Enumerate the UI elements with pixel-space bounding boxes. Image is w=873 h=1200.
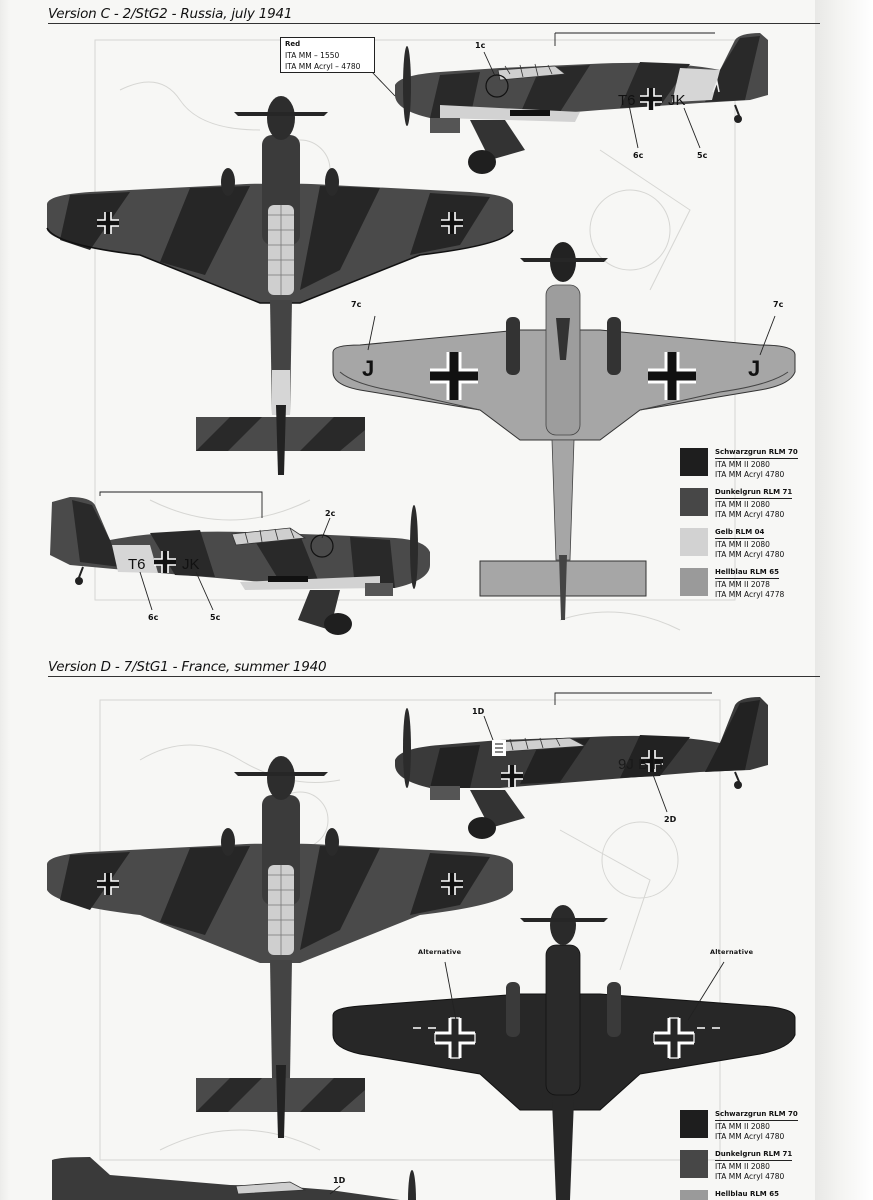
red-paint-box xyxy=(280,37,375,73)
legend-line-1: ITA MM II 2080 xyxy=(715,1122,770,1132)
legend-name: Gelb RLM 04 xyxy=(715,528,764,539)
swatch-rlm65 xyxy=(680,568,708,596)
legend-line-2: ITA MM Acryl 4780 xyxy=(715,549,785,559)
legend-line-1: ITA MM II 2080 xyxy=(715,540,770,550)
side-code-d: 9J B H xyxy=(618,756,664,773)
legend-line-2: ITA MM Acryl 4780 xyxy=(715,1131,785,1141)
callout-1d-bottom: 1D xyxy=(333,1176,346,1185)
section-title-version-c: Version C - 2/StG2 - Russia, july 1941 xyxy=(48,6,293,22)
swatch-rlm65-d xyxy=(680,1190,708,1200)
legend-line-2: ITA MM Acryl 4780 xyxy=(715,509,785,519)
side-code-jk: JK xyxy=(668,92,686,109)
red-paint-line-2: ITA MM Acryl – 4780 xyxy=(285,62,361,71)
aircraft-side-view-c-left xyxy=(50,497,430,635)
callout-1c: 1c xyxy=(475,41,486,50)
callout-1d: 1D xyxy=(472,707,485,716)
aircraft-side-view-c-right xyxy=(395,33,768,174)
swatch-rlm70-d xyxy=(680,1110,708,1138)
legend-line-2: ITA MM Acryl 4780 xyxy=(715,469,785,479)
callout-5c-left: 5c xyxy=(210,613,221,622)
legend-line-1: ITA MM II 2080 xyxy=(715,500,770,510)
legend-line-1: ITA MM II 2080 xyxy=(715,460,770,470)
legend-line-2: ITA MM Acryl 4778 xyxy=(715,589,785,599)
callout-alternative-left: Alternative xyxy=(418,948,462,956)
callout-6c: 6c xyxy=(633,151,644,160)
callout-2c: 2c xyxy=(325,509,336,518)
legend-name: Schwarzgrun RLM 70 xyxy=(715,448,798,459)
callout-7c-right: 7c xyxy=(773,300,784,309)
legend-name: Hellblau RLM 65 xyxy=(715,568,779,579)
callout-6c-left: 6c xyxy=(148,613,159,622)
side-code-t6-left: T6 xyxy=(128,556,146,573)
swatch-rlm71 xyxy=(680,488,708,516)
aircraft-side-view-d-left-partial xyxy=(52,1157,416,1200)
aircraft-top-view-c xyxy=(47,96,513,475)
legend-name: Schwarzgrun RLM 70 xyxy=(715,1110,798,1121)
swatch-rlm04 xyxy=(680,528,708,556)
swatch-rlm70 xyxy=(680,448,708,476)
section-title-version-d: Version D - 7/StG1 - France, summer 1940 xyxy=(48,659,327,675)
red-paint-line-1: ITA MM – 1550 xyxy=(285,51,340,60)
section-rule-version-c xyxy=(48,23,820,24)
legend-name: Dunkelgrun RLM 71 xyxy=(715,1150,792,1161)
callout-alternative-right: Alternative xyxy=(710,948,754,956)
swatch-rlm71-d xyxy=(680,1150,708,1178)
red-paint-name: Red xyxy=(285,40,301,48)
callout-7c-left: 7c xyxy=(351,300,362,309)
callout-5c: 5c xyxy=(697,151,708,160)
aircraft-top-view-d xyxy=(47,756,513,1138)
legend-name: Hellblau RLM 65 xyxy=(715,1190,779,1200)
underwing-letter-left: J xyxy=(362,356,375,381)
callout-2d: 2D xyxy=(664,815,677,824)
legend-name: Dunkelgrun RLM 71 xyxy=(715,488,792,499)
underwing-letter-right: J xyxy=(748,356,761,381)
side-code-jk-left: JK xyxy=(182,556,200,573)
section-rule-version-d xyxy=(48,676,820,677)
legend-line-2: ITA MM Acryl 4780 xyxy=(715,1171,785,1181)
legend-line-1: ITA MM II 2080 xyxy=(715,1162,770,1172)
side-code-t6: T6 xyxy=(618,92,636,109)
legend-line-1: ITA MM II 2078 xyxy=(715,580,770,590)
aircraft-side-view-d-right xyxy=(395,697,768,839)
